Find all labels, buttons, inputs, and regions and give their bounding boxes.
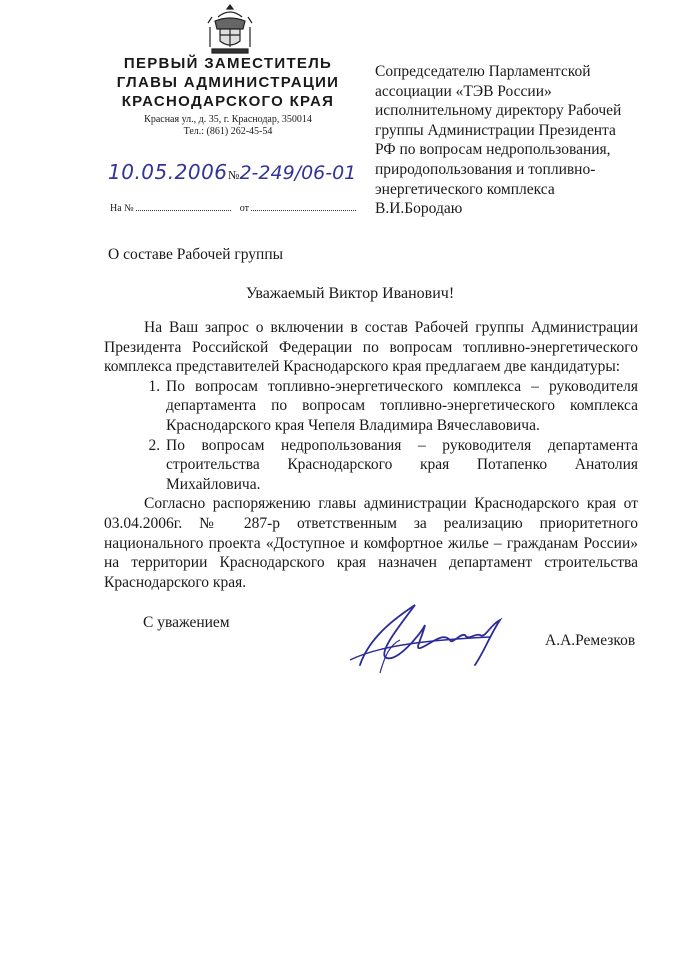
- signature-icon: [340, 595, 520, 685]
- registration-number: [228, 162, 356, 184]
- registration-number-value: 2-249/06-01: [239, 162, 357, 184]
- reference-on-label: На №: [110, 203, 134, 214]
- header-address: Красная ул., д. 35, г. Краснодар, 350014: [144, 114, 312, 125]
- registration-date: 10.05.2006: [108, 160, 228, 184]
- reference-line: [110, 202, 356, 214]
- header-title-line-1: ПЕРВЫЙ ЗАМЕСТИТЕЛЬ: [123, 55, 333, 72]
- signer-name: А.А.Ремезков: [545, 632, 636, 649]
- registration-number-prefix: №: [228, 168, 240, 182]
- coat-of-arms-icon: [200, 3, 260, 55]
- letter-body: [104, 318, 638, 592]
- header-title-line-3: КРАСНОДАРСКОГО КРАЯ: [121, 93, 335, 110]
- candidate-item-2: 2. По вопросам недропользования – руководителя департамента строительства Краснодарского края Потапенко Анатолия Михайловича.: [164, 436, 638, 495]
- body-intro: На Ваш запрос о включении в состав Рабочей группы Администрации Президента Российской Федерации по вопросам топливно-энергетического комплекса представителей Краснодарского края предлагаем две кандидатуры:: [104, 319, 638, 376]
- candidate-item-1: 1. По вопросам топливно-энергетического комплекса – руководителя департамента по вопросам топливно-энергетического комплекса Краснодарского края Чепеля Владимира Вячеславовича.: [164, 377, 638, 436]
- candidate-list: [104, 377, 638, 495]
- header-phone: Тел.: (861) 262-45-54: [183, 126, 273, 137]
- letter-greeting: Уважаемый Виктор Иванович!: [245, 285, 455, 302]
- body-closing-paragraph: Согласно распоряжению главы администрации Краснодарского края от 03.04.2006г. № 287-р ответственным за реализацию приоритетного национального проекта «Доступное и комфортное жилье – гражданам России» на территории Краснодарского края назначен департамент строительства Краснодарского края.: [104, 495, 638, 591]
- regards: С уважением: [143, 614, 230, 631]
- reference-from-label: от: [239, 203, 249, 214]
- header-title-line-2: ГЛАВЫ АДМИНИСТРАЦИИ: [116, 74, 340, 91]
- recipient-block: Сопредседателю Парламентской ассоциации «ТЭВ России» исполнительному директору Рабочей группы Администрации Президента РФ по вопросам недропользования, природопользования и топливно- энергетического комплекса В.И.Бородаю: [375, 63, 622, 218]
- letter-subject: О составе Рабочей группы: [108, 246, 284, 263]
